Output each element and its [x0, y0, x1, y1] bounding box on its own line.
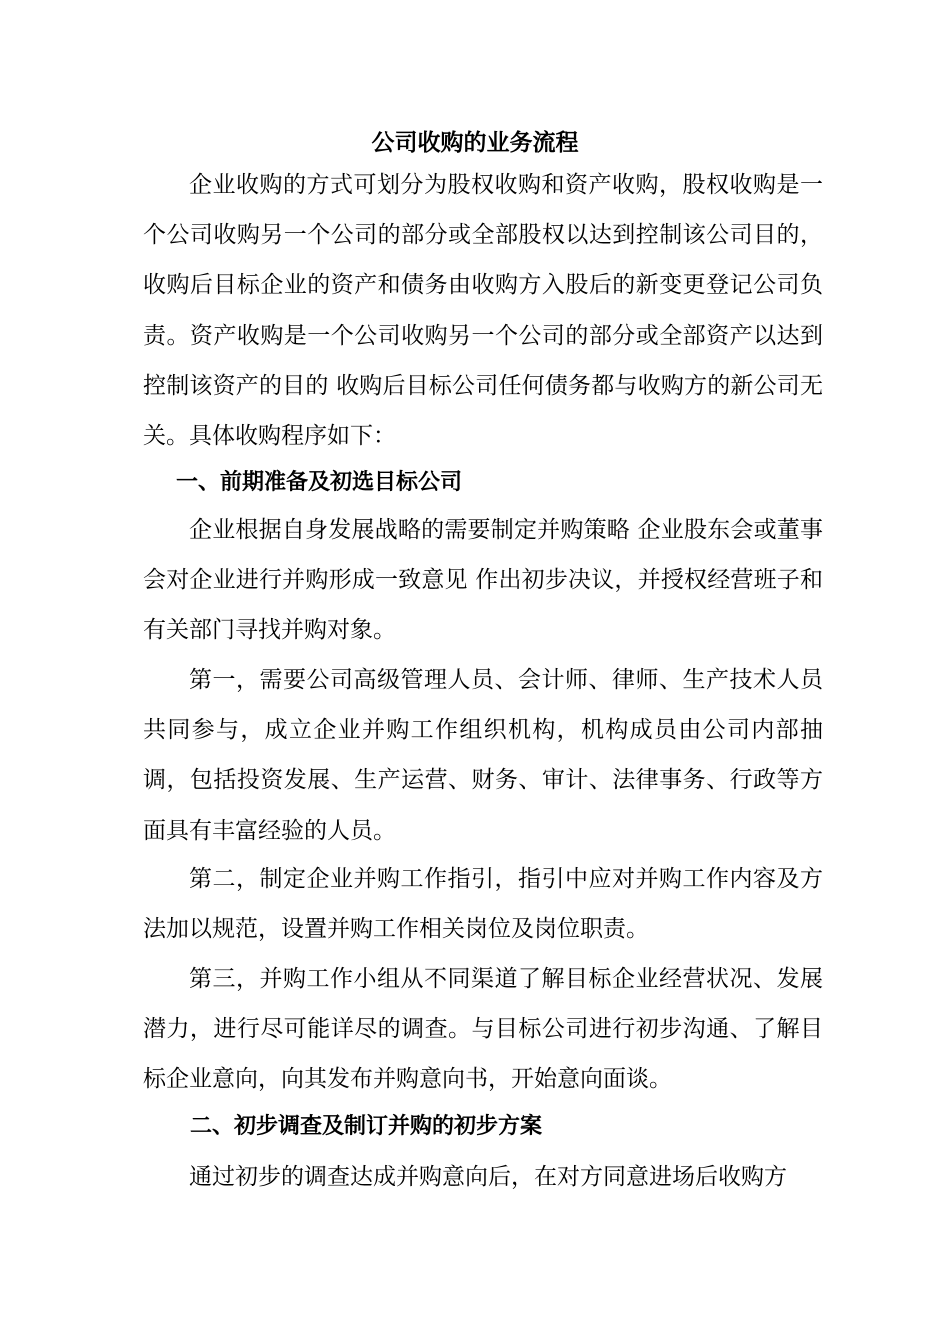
section-heading-1: 一、前期准备及初选目标公司	[176, 470, 463, 495]
section2-paragraph-1: 通过初步的调查达成并购意向后，在对方同意进场后收购方	[189, 1164, 787, 1190]
section-heading-2: 二、初步调查及制订并购的初步方案	[190, 1114, 543, 1139]
intro-paragraph: 企业收购的方式可划分为股权收购和资产收购，股权收购是一个公司收购另一个公司的部分或全部股权以达到控制该公司目的，收购后目标企业的资产和债务由收购方入股后的新变更登记公司负责。资产收购是一个公司收购另一个公司的部分或全部资产以达到控制该资产的目的 收购后目标公司任何债务都与收购方的新公司无关。具体收购程序如下：	[143, 172, 823, 450]
page-title: 公司收购的业务流程	[371, 130, 579, 157]
section1-paragraph-1: 企业根据自身发展战略的需要制定并购策略 企业股东会或董事会对企业进行并购形成一致意见 作出初步决议，并授权经营班子和有关部门寻找并购对象。	[143, 517, 823, 644]
section1-paragraph-2: 第一，需要公司高级管理人员、会计师、律师、生产技术人员共同参与，成立企业并购工作组织机构，机构成员由公司内部抽调，包括投资发展、生产运营、财务、审计、法律事务、行政等方面具有丰富经验的人员。	[143, 667, 823, 844]
section1-paragraph-4: 第三，并购工作小组从不同渠道了解目标企业经营状况、发展潜力，进行尽可能详尽的调查。与目标公司进行初步沟通、了解目标企业意向，向其发布并购意向书，开始意向面谈。	[143, 966, 823, 1093]
section1-paragraph-3: 第二，制定企业并购工作指引，指引中应对并购工作内容及方法加以规范，设置并购工作相关岗位及岗位职责。	[143, 866, 823, 943]
